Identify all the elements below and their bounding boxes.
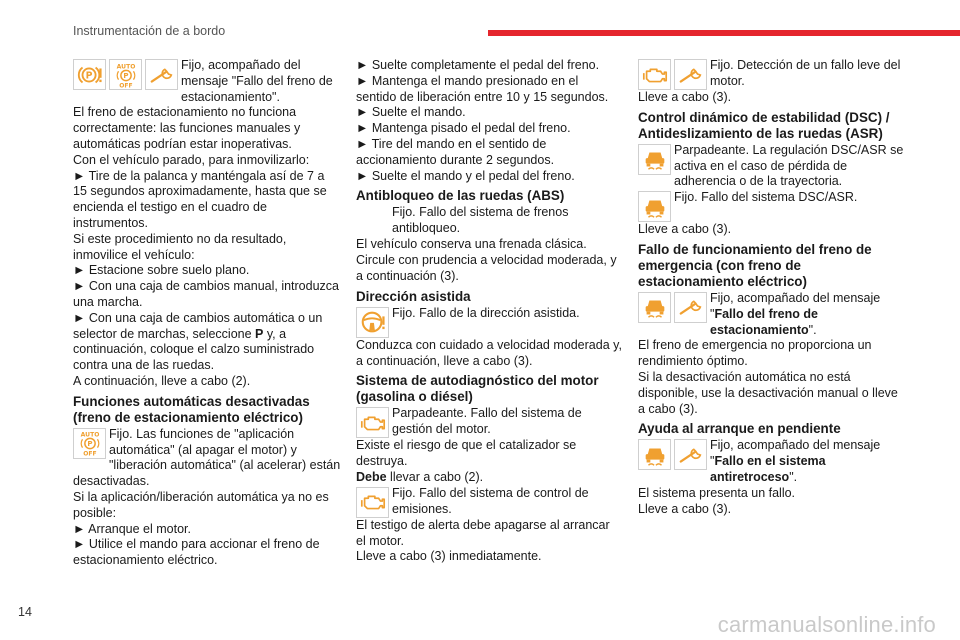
indicator-emergency-brake (638, 291, 906, 338)
wrench-icon (674, 59, 707, 90)
section-heading: Control dinámico de estabilidad (DSC) / Antideslizamiento de las ruedas (ASR) (638, 109, 890, 141)
step: ► Suelte el mando y el pedal del freno. (356, 168, 575, 183)
indicator-dsc-fixed (638, 190, 906, 222)
section-heading: Sistema de autodiagnóstico del motor (gasolina o diésel) (356, 373, 599, 405)
engine-icon (356, 487, 389, 518)
wrench-icon (674, 292, 707, 323)
paragraph: El testigo de alerta debe apagarse al arrancar el motor. (356, 517, 610, 548)
indicator-text: Fijo. Fallo del sistema de frenos antibloqueo. (392, 205, 569, 236)
paragraph: El sistema presenta un fallo. (638, 485, 796, 500)
column-3 (638, 58, 906, 517)
indicator-text: Parpadeante. La regulación DSC/ASR se activa en el caso de pérdida de adherencia o de la trayectoria. (674, 142, 904, 189)
paragraph: Lleve a cabo (3). (638, 501, 732, 516)
section-heading: Ayuda al arranque en pendiente (638, 421, 841, 437)
wrench-icon (674, 439, 707, 470)
paragraph: Lleve a cabo (3). (638, 222, 732, 237)
paragraph: El freno de estacionamiento no funciona correctamente: las funciones manuales y automáticas podrían estar inoperativas. (73, 105, 301, 151)
paragraph: A continuación, lleve a cabo (2). (73, 373, 251, 388)
indicator-text: Fijo, acompañado del mensaje "Fallo del freno de estacionamiento". (181, 58, 333, 104)
engine-icon (638, 59, 671, 90)
paragraph: Debe llevar a cabo (2). (356, 469, 484, 484)
indicator-engine-fixed (356, 486, 622, 518)
section-heading: Fallo de funcionamiento del freno de emergencia (con freno de estacionamiento eléctrico) (638, 241, 872, 289)
indicator-text: Fijo. Detección de un fallo leve del motor. (710, 58, 901, 88)
paragraph: Con el vehículo parado, para inmovilizarlo: (73, 152, 310, 167)
column-2 (356, 58, 622, 565)
step: ► Suelte el mando. (356, 105, 466, 120)
abs-warning-icon (356, 206, 389, 237)
section-heading: Funciones automáticas desactivadas (freno de estacionamiento eléctrico) (73, 393, 310, 425)
indicator-text: Fijo. Fallo del sistema de control de emisiones. (392, 485, 589, 516)
paragraph: Lleve a cabo (3). (638, 90, 732, 104)
paragraph: Circule con prudencia a velocidad moderada, y a continuación (3). (356, 253, 617, 283)
indicator-text: Fijo. Las funciones de "aplicación automática" (al apagar el motor) y "liberación automática" (al acelerar) están desactivadas. (73, 426, 341, 489)
paragraph: Si la desactivación automática no está disponible, use la desactivación manual o lleve a cabo (3). (638, 369, 898, 416)
paragraph: El freno de emergencia no proporciona un rendimiento óptimo. (638, 338, 872, 369)
indicator-text: Parpadeante. Fallo del sistema de gestión del motor. (392, 406, 582, 437)
indicator-text: Fijo. Fallo del sistema DSC/ASR. (674, 190, 858, 205)
engine-icon (356, 407, 389, 438)
section-title: Instrumentación de a bordo (73, 24, 226, 38)
page-number: 14 (18, 605, 32, 619)
step: ► Tire del mando en el sentido de accionamiento durante 2 segundos. (356, 136, 555, 167)
step: ► Suelte completamente el pedal del freno. (356, 58, 600, 72)
paragraph: El vehículo conserva una frenada clásica. (356, 237, 587, 252)
paragraph: Conduzca con cuidado a velocidad moderada y, a continuación, lleve a cabo (3). (356, 337, 622, 368)
car-skid-icon (638, 191, 671, 222)
step: ► Arranque el motor. (73, 521, 191, 536)
step: ► Mantenga pisado el pedal del freno. (356, 121, 571, 136)
car-skid-icon (638, 144, 671, 175)
indicator-engine-flashing (356, 406, 622, 438)
indicator-text: Fijo. Fallo de la dirección asistida. (392, 305, 580, 320)
paragraph: Si la aplicación/liberación automática ya no es posible: (73, 489, 329, 520)
indicator-dsc-flashing (638, 143, 906, 190)
car-skid-icon (638, 439, 671, 470)
indicator-text: Fijo, acompañado del mensaje "Fallo del freno de estacionamiento". (710, 290, 881, 337)
car-skid-icon (638, 292, 671, 323)
indicator-text: Fijo, acompañado del mensaje "Fallo en el sistema antiretroceso". (710, 438, 881, 484)
paragraph: Lleve a cabo (3) inmediatamente. (356, 549, 542, 564)
step: ► Mantenga el mando presionado en el sentido de liberación entre 10 y 15 segundos. (356, 73, 609, 104)
steering-wheel-icon (356, 307, 389, 338)
header-accent-bar (488, 30, 960, 36)
watermark: carmanualsonline.info (717, 612, 936, 637)
indicator-power-steering (356, 306, 622, 338)
step: ► Utilice el mando para accionar el freno de estacionamiento eléctrico. (73, 537, 320, 568)
section-heading: Antibloqueo de las ruedas (ABS) (356, 188, 565, 204)
paragraph: Si este procedimiento no da resultado, inmovilice el vehículo: (73, 231, 287, 262)
paragraph: Existe el riesgo de que el catalizador se destruya. (356, 438, 577, 469)
column-1 (73, 58, 341, 569)
section-heading: Dirección asistida (356, 288, 471, 304)
indicator-abs (356, 205, 622, 237)
indicator-parking-brake-fault (73, 58, 341, 105)
step: ► Estacione sobre suelo plano. (73, 263, 250, 278)
brake-warning-icon (73, 59, 106, 90)
auto-off-parking-icon (73, 428, 106, 459)
step: ► Con una caja de cambios automática o un selector de marchas, seleccione P y, a continuación, coloque el calzo suministrado contra una de las ruedas. (73, 310, 323, 373)
step: ► Con una caja de cambios manual, introduzca una marcha. (73, 279, 339, 309)
step: ► Tire de la palanca y manténgala así de 7 a 15 segundos aproximadamente, hasta que se encienda el testigo en el cuadro de instrumentos. (73, 168, 327, 230)
indicator-auto-functions-off (73, 427, 341, 490)
auto-off-parking-icon (109, 59, 142, 90)
indicator-engine-minor (638, 58, 906, 90)
indicator-hill-start (638, 438, 906, 485)
wrench-icon (145, 59, 178, 90)
